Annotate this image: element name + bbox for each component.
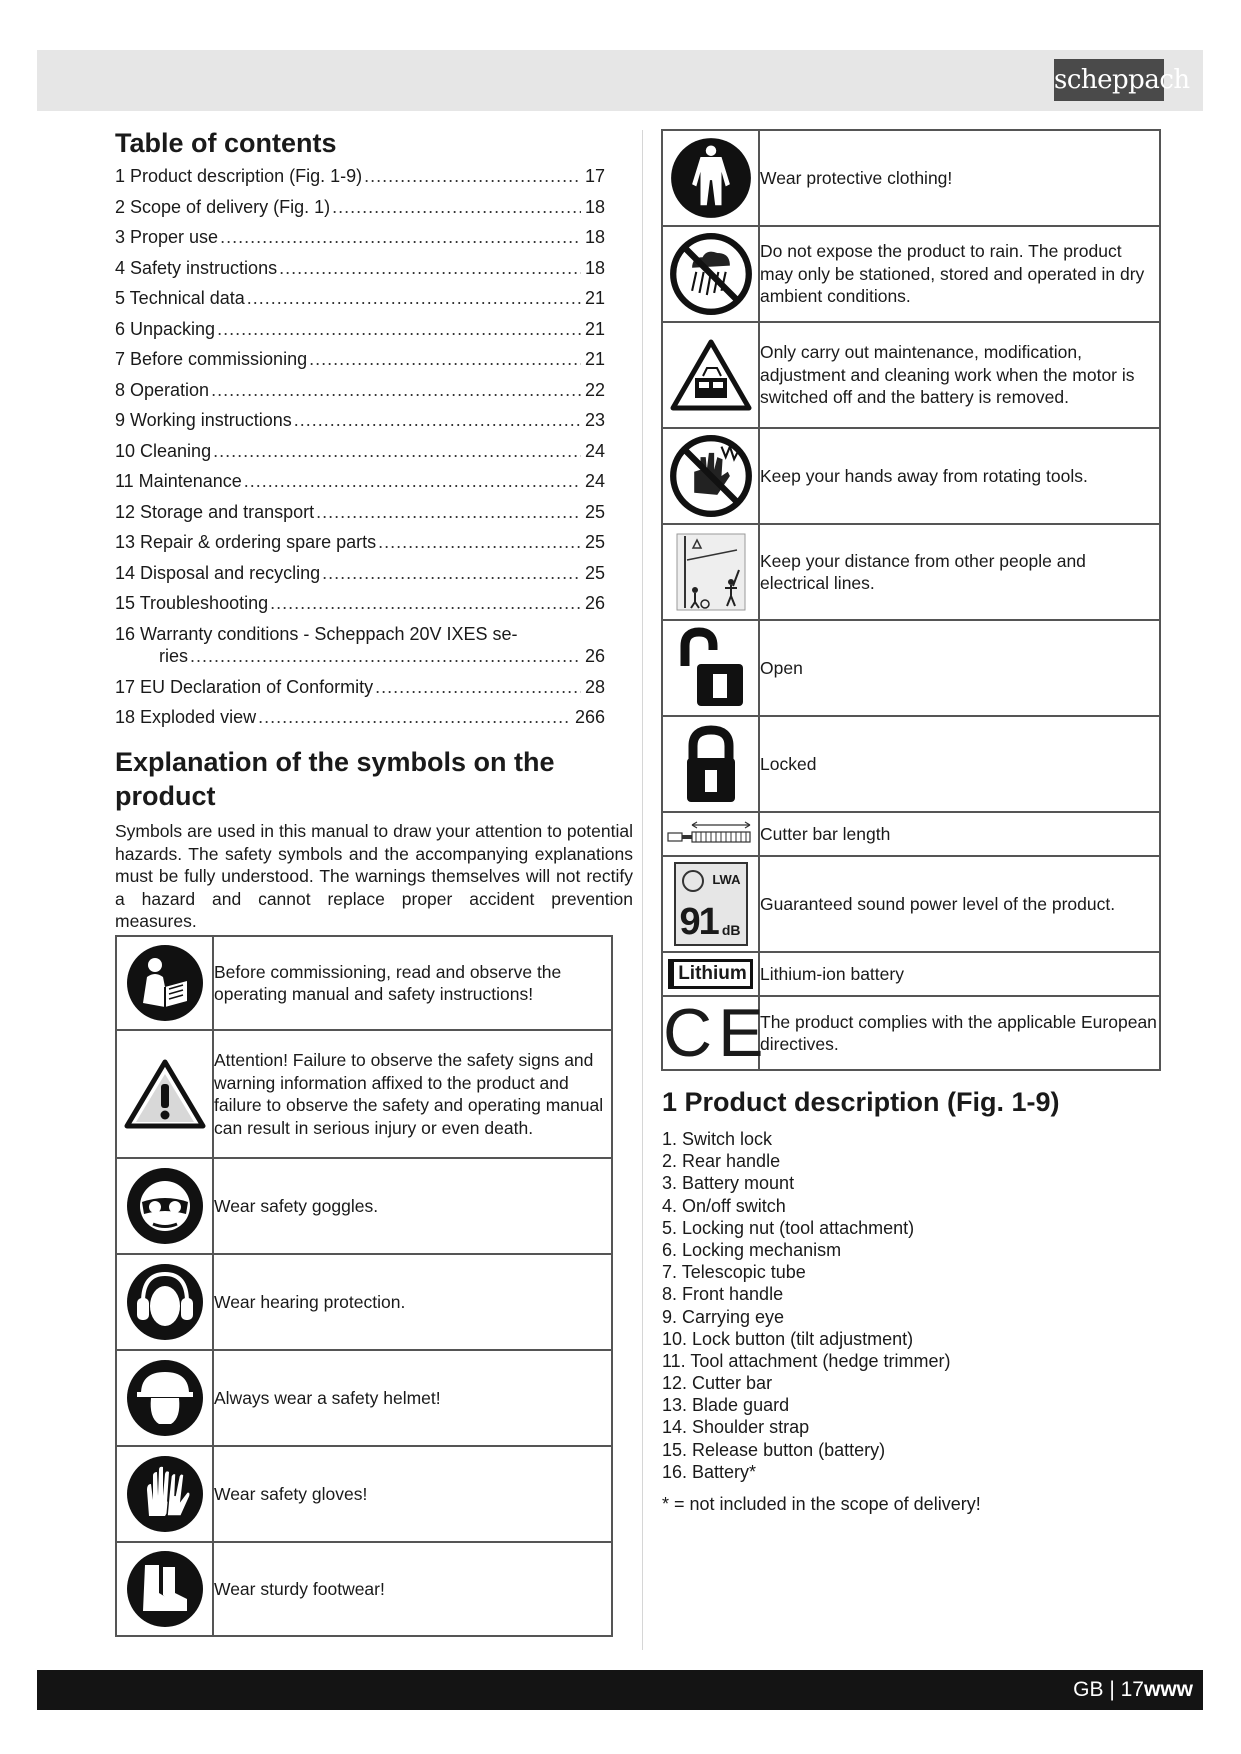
column-divider [642, 130, 643, 1650]
safety-goggles-icon [116, 1158, 213, 1254]
toc-entry[interactable]: 1 Product description (Fig. 1-9) ..... 17 [115, 166, 605, 197]
list-item: 6. Locking mechanism [662, 1239, 842, 1260]
table-of-contents [115, 166, 605, 738]
symbol-row: Wear sturdy footwear! [116, 1542, 612, 1636]
list-item: 11. Tool attachment (hedge trimmer) [662, 1350, 951, 1371]
safety-helmet-icon [116, 1350, 213, 1446]
product-description-title: 1 Product description (Fig. 1-9) [662, 1087, 1060, 1117]
toc-entry[interactable]: 2 Scope of delivery (Fig. 1) ..... 18 [115, 197, 605, 228]
scope-note: * = not included in the scope of delivery! [662, 1494, 981, 1514]
symbol-row: CE The product complies with the applicable European directives. [662, 996, 1160, 1070]
right-symbols-table [661, 129, 1161, 1071]
symbols-section-title: Explanation of the symbols on the product [115, 747, 555, 811]
toc-entry[interactable]: 18 Exploded view ..... 266 [115, 707, 605, 738]
lithium-battery-icon: Lithium [662, 952, 759, 996]
list-item: 5. Locking nut (tool attachment) [662, 1217, 915, 1238]
maintenance-warning-icon [662, 322, 759, 428]
toc-entry[interactable]: 11 Maintenance ..... 24 [115, 471, 605, 502]
symbol-row: Open [662, 620, 1160, 716]
toc-entry[interactable]: 14 Disposal and recycling ..... 25 [115, 563, 605, 594]
symbol-row: Keep your distance from other people and electrical lines. [662, 524, 1160, 620]
page-header [37, 50, 1203, 111]
page-number: GB | 17 [1073, 1678, 1144, 1701]
padlock-open-icon [662, 620, 759, 716]
list-item: 16. Battery* [662, 1461, 757, 1482]
protective-clothing-icon [662, 130, 759, 226]
padlock-locked-icon [662, 716, 759, 812]
list-item: 12. Cutter bar [662, 1373, 773, 1394]
symbol-row: Attention! Failure to observe the safety signs and warning information affixed to the product and failure to observe the safety and operating manual can result in serious injury or even death. [116, 1030, 612, 1158]
symbols-intro: Symbols are used in this manual to draw your attention to potential hazards. The safety symbols and the accompanying explanations must be fully understood. The warnings themselves will not rectify a hazard and cannot replace proper accident prevention measures. [115, 821, 633, 931]
toc-entry[interactable]: 16 Warranty conditions - Scheppach 20V IXES se- ries ..... 26 [115, 624, 605, 677]
list-item: 8. Front handle [662, 1284, 784, 1305]
symbol-row: Always wear a safety helmet! [116, 1350, 612, 1446]
website-link[interactable]: www [1143, 1678, 1193, 1701]
toc-entry[interactable]: 12 Storage and transport ..... 25 [115, 502, 605, 533]
symbol-row: Before commissioning, read and observe the operating manual and safety instructions! [116, 936, 612, 1030]
list-item: 2. Rear handle [662, 1151, 781, 1172]
toc-entry[interactable]: 15 Troubleshooting ..... 26 [115, 593, 605, 624]
toc-entry[interactable]: 5 Technical data ..... 21 [115, 288, 605, 319]
hands-away-icon [662, 428, 759, 524]
toc-entry[interactable]: 6 Unpacking ..... 21 [115, 319, 605, 350]
symbol-row: Wear safety gloves! [116, 1446, 612, 1542]
toc-entry[interactable]: 4 Safety instructions ..... 18 [115, 258, 605, 289]
read-manual-icon [116, 936, 213, 1030]
product-parts-list [662, 1128, 950, 1483]
symbol-row: Lithium Lithium-ion battery [662, 952, 1160, 996]
page-footer [37, 1670, 1203, 1710]
sturdy-footwear-icon [116, 1542, 213, 1636]
toc-entry[interactable]: 3 Proper use ..... 18 [115, 227, 605, 258]
symbol-row: Cutter bar length [662, 812, 1160, 856]
no-rain-icon [662, 226, 759, 322]
cutter-bar-length-icon [662, 812, 759, 856]
toc-entry[interactable]: 8 Operation ..... 22 [115, 380, 605, 411]
toc-title: Table of contents [115, 128, 337, 158]
symbol-row: Wear hearing protection. [116, 1254, 612, 1350]
left-symbols-table [115, 935, 613, 1637]
warning-triangle-icon [116, 1030, 213, 1158]
toc-entry[interactable]: 13 Repair & ordering spare parts ..... 25 [115, 532, 605, 563]
symbol-row: Wear safety goggles. [116, 1158, 612, 1254]
toc-entry[interactable]: 9 Working instructions ..... 23 [115, 410, 605, 441]
ce-mark-icon: CE [663, 995, 770, 1071]
hearing-protection-icon [116, 1254, 213, 1350]
symbol-row: Do not expose the product to rain. The product may only be stationed, stored and operated in dry ambient conditions. [662, 226, 1160, 322]
symbol-row: Wear protective clothing! [662, 130, 1160, 226]
distance-lines-icon [662, 524, 759, 620]
symbol-row: Locked [662, 716, 1160, 812]
toc-entry[interactable]: 7 Before commissioning ..... 21 [115, 349, 605, 380]
list-item: 4. On/off switch [662, 1195, 786, 1216]
list-item: 10. Lock button (tilt adjustment) [662, 1328, 914, 1349]
list-item: 15. Release button (battery) [662, 1439, 886, 1460]
list-item: 7. Telescopic tube [662, 1262, 806, 1283]
toc-entry[interactable]: 17 EU Declaration of Conformity ..... 28 [115, 677, 605, 708]
list-item: 9. Carrying eye [662, 1306, 785, 1327]
scheppach-logo: scheppach [1054, 59, 1164, 101]
list-item: 3. Battery mount [662, 1173, 795, 1194]
symbol-row: Keep your hands away from rotating tools. [662, 428, 1160, 524]
toc-entry[interactable]: 10 Cleaning ..... 24 [115, 441, 605, 472]
sound-power-icon: LWA 91 dB [662, 856, 759, 952]
list-item: 14. Shoulder strap [662, 1417, 810, 1438]
safety-gloves-icon [116, 1446, 213, 1542]
symbol-row: Only carry out maintenance, modification, adjustment and cleaning work when the motor is switched off and the battery is removed. [662, 322, 1160, 428]
symbol-row: LWA 91 dB Guaranteed sound power level of the product. [662, 856, 1160, 952]
list-item: 13. Blade guard [662, 1395, 790, 1416]
list-item: 1. Switch lock [662, 1129, 773, 1149]
